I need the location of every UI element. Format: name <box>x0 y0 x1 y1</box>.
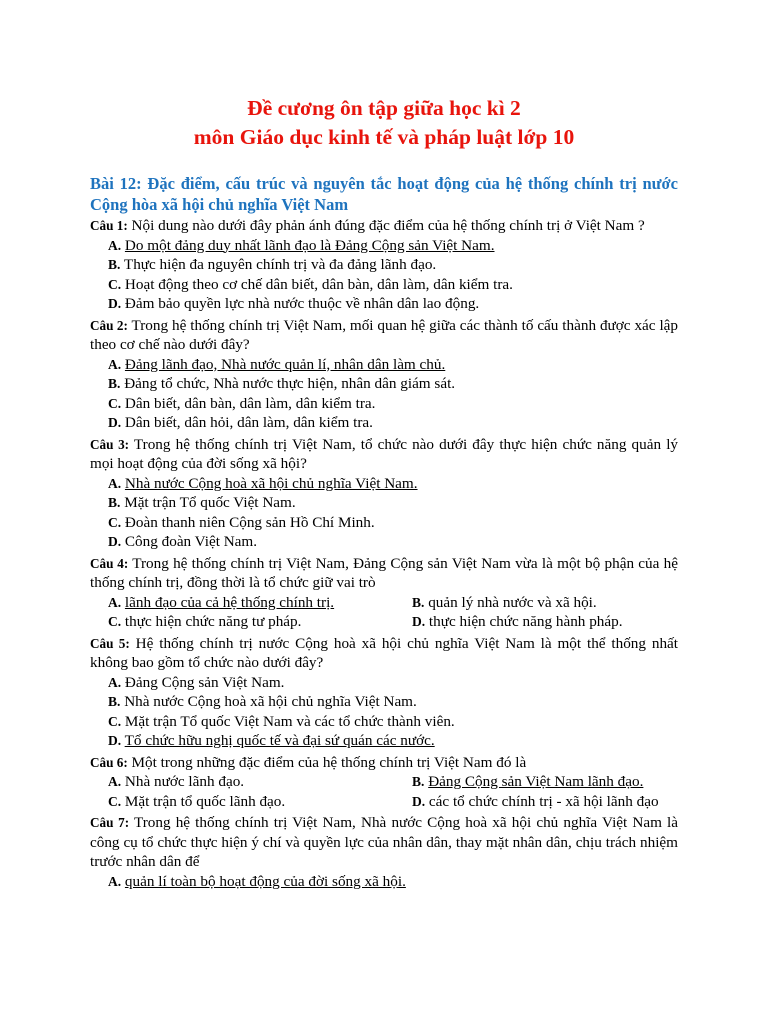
answer-option <box>108 731 678 751</box>
question-stem <box>90 316 678 355</box>
option-letter: B. <box>108 495 121 510</box>
answer-option <box>108 474 678 494</box>
answer-option <box>108 692 678 712</box>
option-text: Nhà nước Cộng hoà xã hội chủ nghĩa Việt Nam. <box>124 693 417 710</box>
option-letter: D. <box>108 296 122 311</box>
question-number: Câu 3: <box>90 436 130 452</box>
answer-options <box>90 673 678 751</box>
question-stem <box>90 216 678 236</box>
answer-option <box>108 275 678 295</box>
option-letter: A. <box>108 475 122 491</box>
option-letter: B. <box>412 774 425 789</box>
question-text: Trong hệ thống chính trị Việt Nam, Đảng Cộng sản Việt Nam vừa là một bộ phận của hệ thống chính trị, đồng thời là tổ chức giữ vai trò <box>90 554 678 591</box>
option-text: Dân biết, dân hỏi, dân làm, dân kiểm tra. <box>124 414 373 431</box>
question-1 <box>90 216 678 314</box>
option-letter: C. <box>108 276 122 292</box>
option-text: Mặt trận Tổ quốc Việt Nam và các tổ chức thành viên. <box>124 712 455 730</box>
option-text: quản lý nhà nước và xã hội. <box>428 593 597 611</box>
option-text: Đoàn thanh niên Cộng sản Hồ Chí Minh. <box>124 513 375 531</box>
option-letter: D. <box>108 733 122 748</box>
answer-option <box>108 593 412 613</box>
question-stem <box>90 554 678 593</box>
answer-options <box>108 593 678 632</box>
question-number: Câu 4: <box>90 555 129 571</box>
option-letter: A. <box>108 237 122 253</box>
option-text: các tổ chức chính trị - xã hội lãnh đạo <box>428 792 659 810</box>
correct-answer-text: quản lí toàn bộ hoạt động của đời sống xã hội. <box>124 872 406 890</box>
option-text: thực hiện chức năng tư pháp. <box>124 613 302 630</box>
option-letter: A. <box>108 594 122 610</box>
option-letter: D. <box>108 534 122 549</box>
question-number: Câu 7: <box>90 815 130 830</box>
option-letter: C. <box>108 713 122 729</box>
option-letter: A. <box>108 774 122 789</box>
option-text: Đảng tổ chức, Nhà nước thực hiện, nhân dân giám sát. <box>124 375 456 392</box>
answer-option <box>108 712 678 732</box>
answer-option <box>412 792 678 812</box>
question-text: Hệ thống chính trị nước Cộng hoà xã hội chủ nghĩa Việt Nam là một thể thống nhất không bao gồm tổ chức nào dưới đây? <box>90 634 678 671</box>
correct-answer-text: Do một đảng duy nhất lãnh đạo là Đảng Cộng sản Việt Nam. <box>124 236 495 254</box>
question-4 <box>90 554 678 632</box>
answer-option <box>108 236 678 256</box>
question-text: Một trong những đặc điểm của hệ thống chính trị Việt Nam đó là <box>131 753 527 771</box>
option-letter: C. <box>108 793 122 809</box>
question-text: Trong hệ thống chính trị Việt Nam, mối quan hệ giữa các thành tố cấu thành được xác lập theo cơ chế nào dưới đây? <box>90 316 679 353</box>
option-letter: A. <box>108 356 122 372</box>
answer-option <box>412 772 678 792</box>
question-stem <box>90 753 678 773</box>
answer-option <box>108 792 412 812</box>
title-line-1: Đề cương ôn tập giữa học kì 2 <box>247 96 521 120</box>
answer-option <box>108 255 678 275</box>
question-text: Trong hệ thống chính trị Việt Nam, tổ chức nào dưới đây thực hiện chức năng quản lý mọi hoạt động của đời sống xã hội? <box>90 435 679 472</box>
option-letter: C. <box>108 514 122 530</box>
correct-answer-text: lãnh đạo của cả hệ thống chính trị. <box>124 593 335 611</box>
answer-option <box>108 374 678 394</box>
option-text: Mặt trận tổ quốc lãnh đạo. <box>124 792 286 810</box>
question-stem <box>90 435 678 474</box>
document-title <box>90 94 678 152</box>
answer-options <box>90 236 678 314</box>
correct-answer-text: Đảng Cộng sản Việt Nam lãnh đạo. <box>428 773 644 790</box>
question-list <box>90 216 678 893</box>
answer-options <box>90 474 678 552</box>
option-letter: C. <box>108 614 122 629</box>
option-letter: C. <box>108 395 122 411</box>
question-number: Câu 1: <box>90 218 128 233</box>
answer-option <box>108 673 678 693</box>
option-text: Đảm bảo quyền lực nhà nước thuộc về nhân dân lao động. <box>124 295 480 312</box>
question-text: Nội dung nào dưới đây phản ánh đúng đặc điểm của hệ thống chính trị ở Việt Nam ? <box>131 217 645 234</box>
option-letter: B. <box>108 694 121 709</box>
option-letter: B. <box>108 376 121 391</box>
option-text: thực hiện chức năng hành pháp. <box>428 613 623 630</box>
question-3 <box>90 435 678 552</box>
answer-option <box>108 355 678 375</box>
option-text: Công đoàn Việt Nam. <box>124 533 258 550</box>
question-stem <box>90 634 678 673</box>
question-number: Câu 6: <box>90 754 128 770</box>
answer-option <box>108 772 412 792</box>
correct-answer-text: Đảng lãnh đạo, Nhà nước quản lí, nhân dân làm chủ. <box>124 355 446 373</box>
option-text: Đảng Cộng sản Việt Nam. <box>124 673 285 691</box>
answer-options <box>108 772 678 811</box>
question-number: Câu 5: <box>90 635 130 651</box>
answer-option <box>108 872 678 892</box>
answer-option <box>412 593 678 613</box>
option-text: Hoạt động theo cơ chế dân biết, dân bàn, dân làm, dân kiểm tra. <box>124 275 513 293</box>
option-text: Mặt trận Tổ quốc Việt Nam. <box>124 494 296 511</box>
answer-option <box>108 493 678 513</box>
answer-options <box>90 355 678 433</box>
option-text: Nhà nước lãnh đạo. <box>124 773 245 790</box>
answer-option <box>108 413 678 433</box>
option-letter: D. <box>412 793 426 809</box>
option-letter: A. <box>108 674 122 690</box>
option-text: Dân biết, dân bàn, dân làm, dân kiểm tra. <box>124 394 376 412</box>
option-text: Thực hiện đa nguyên chính trị và đa đảng lãnh đạo. <box>123 256 437 273</box>
option-letter: D. <box>412 614 426 629</box>
answer-option <box>108 294 678 314</box>
option-letter: D. <box>108 415 122 430</box>
correct-answer-text: Tổ chức hữu nghị quốc tế và đại sứ quán các nước. <box>124 732 435 749</box>
answer-option <box>108 394 678 414</box>
question-5 <box>90 634 678 751</box>
question-number: Câu 2: <box>90 317 128 333</box>
answer-options <box>90 872 678 892</box>
option-letter: A. <box>108 873 122 889</box>
question-text: Trong hệ thống chính trị Việt Nam, Nhà nước Cộng hoà xã hội chủ nghĩa Việt Nam là công cụ tổ chức thực hiện ý chí và quyền lực của nhân dân, thay mặt nhân dân, chịu trách nhiệm trước nhân dân để <box>90 814 679 870</box>
option-letter: B. <box>108 257 121 272</box>
section-heading: Bài 12: Đặc điểm, cấu trúc và nguyên tắc hoạt động của hệ thống chính trị nước Cộng hòa xã hội chủ nghĩa Việt Nam <box>90 174 678 214</box>
title-line-2: môn Giáo dục kinh tế và pháp luật lớp 10 <box>193 125 575 149</box>
answer-option <box>108 513 678 533</box>
question-2 <box>90 316 678 433</box>
question-stem <box>90 813 678 872</box>
question-7 <box>90 813 678 891</box>
correct-answer-text: Nhà nước Cộng hoà xã hội chủ nghĩa Việt Nam. <box>124 474 418 492</box>
document-page <box>90 94 678 893</box>
answer-option <box>412 612 678 632</box>
answer-option <box>108 612 412 632</box>
question-6 <box>90 753 678 812</box>
option-letter: B. <box>412 594 425 610</box>
answer-option <box>108 532 678 552</box>
